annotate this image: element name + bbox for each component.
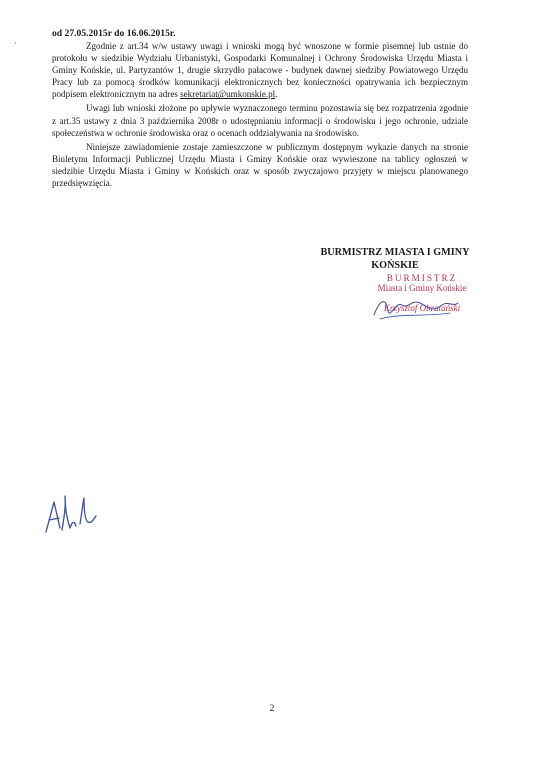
- signature-title-line1: BURMISTRZ MIASTA I GMINY: [320, 247, 470, 258]
- body-text: [52, 40, 468, 191]
- stamp-line3: Krzysztof Obratański: [383, 303, 461, 313]
- mayor-signature: [370, 293, 460, 323]
- signature-title: [300, 246, 490, 272]
- page-number: 2: [269, 704, 275, 714]
- paragraph-publication: Niniejsze zawiadomienie zostaje zamieszczone w publicznym dostępnym wykazie danych na stronie Biuletynu Informacji Publicznej Urzędu Miasta i Gminy Końskie oraz wywieszone na tablicy ogłoszeń w siedzibie Urzędu Miasta i Gminy w Końskich oraz w sposób zwyczajowo przyjęty w miejscu planowanego przedsięwzięcia.: [52, 141, 468, 189]
- stamp-line2: Miasta i Gminy Końskie: [377, 283, 467, 293]
- paragraph-submissions-text: Zgodnie z art.34 w/w ustawy uwagi i wnioski mogą być wnoszone w formie pisemnej lub ustnie do protokołu w siedzibie Wydziału Urbanistyki, Gospodarki Komunalnej i Ochrony Środowiska Urzędu Miasta i Gminy Końskie, ul. Partyzantów 1, drugie skrzydło pałacowe - budynek dawnej siedziby Powiatowego Urzędu Pracy lub za pomocą środków komunikacji elektronicznych bez konieczności opatrywania ich bezpiecznym podpisem elektronicznym na adres: [52, 41, 468, 100]
- signature-title-line2: KOŃSKIE: [371, 260, 419, 271]
- stamp-line1: BURMISTRZ: [386, 273, 458, 283]
- initials-handwriting: [40, 488, 102, 538]
- email-link[interactable]: sekretariat@umkonskie.pl: [180, 89, 276, 100]
- paragraph-late-submissions: Uwagi lub wnioski złożone po upływie wyznaczonego terminu pozostawia się bez rozpatrzenia zgodnie z art.35 ustawy z dnia 3 października 2008r o udostępnianiu informacji o środowisku i jego ochronie, udziale społeczeństwa w ochronie środowiska oraz o ocenach oddziaływania na środowisko.: [52, 103, 468, 138]
- margin-mark: ·: [14, 38, 17, 48]
- date-range-heading: od 27.05.2015r do 16.06.2015r.: [52, 28, 176, 39]
- paragraph-submissions: [52, 40, 468, 100]
- paragraph-submissions-end: .: [275, 89, 278, 100]
